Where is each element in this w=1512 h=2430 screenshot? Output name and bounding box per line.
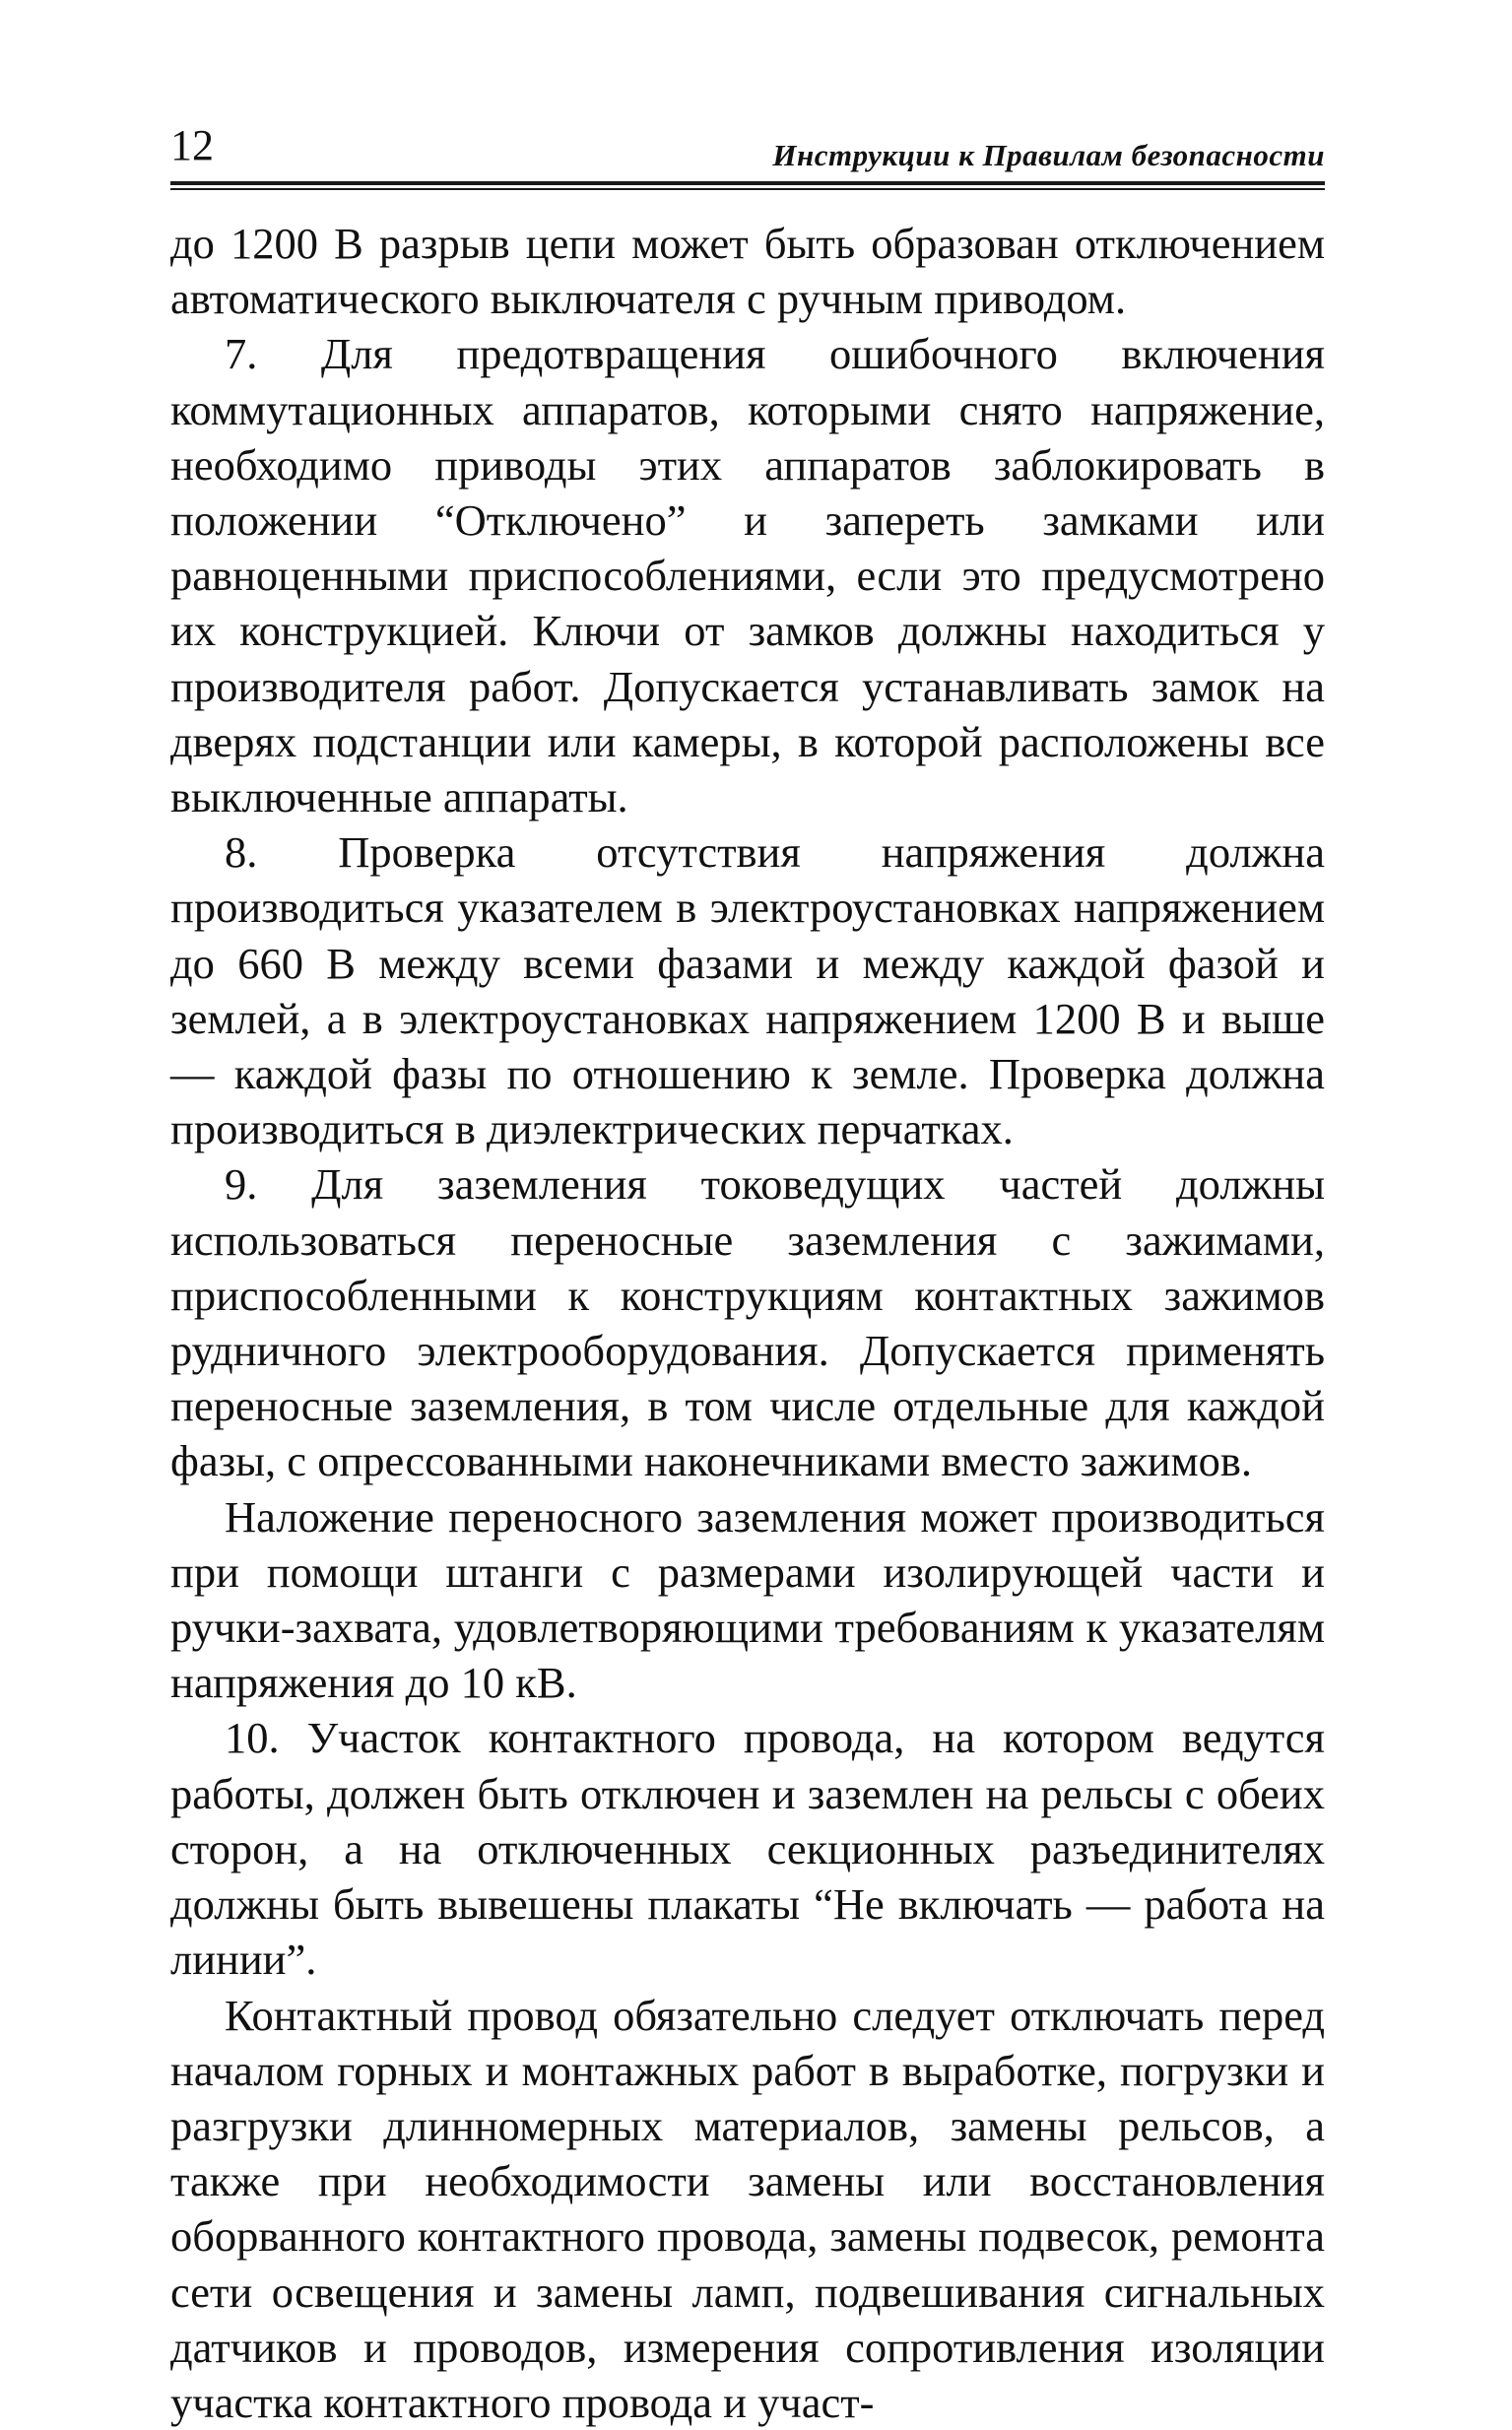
paragraph-continuation: до 1200 В разрыв цепи может быть образован отключением автоматического выключателя с ручным приводом. [170, 216, 1325, 326]
running-head [170, 118, 1325, 185]
paragraph-item-7: 7. Для предотвращения ошибочного включения коммутационных аппаратов, которыми снято напряжение, необходимо приводы этих аппаратов заблокировать в положении “Отключено” и запереть замками или равноценными приспособлениями, если это предусмотрено их конструкцией. Ключи от замков должны находиться у производителя работ. Допускается устанавливать замок на дверях подстанции или камеры, в которой расположены все выключенные аппараты. [170, 326, 1325, 824]
paragraph-grounding-rod: Наложение переносного заземления может производиться при помощи штанги с размерами изолирующей части и ручки-захвата, удовлетворяющими требованиям к указателям напряжения до 10 кВ. [170, 1489, 1325, 1711]
header-divider [170, 188, 1325, 190]
paragraph-item-8: 8. Проверка отсутствия напряжения должна производиться указателем в электроустановках напряжением до 660 В между всеми фазами и между каждой фазой и землей, а в электроустановках напряжением 1200 В и выше — каждой фазы по отношению к земле. Проверка должна производиться в диэлектрических перчатках. [170, 824, 1325, 1156]
paragraph-item-10: 10. Участок контактного провода, на котором ведутся работы, должен быть отключен и заземлен на рельсы с обеих сторон, а на отключенных секционных разъединителях должны быть вывешены плакаты “Не включать — работа на линии”. [170, 1710, 1325, 1987]
book-page [170, 118, 1325, 2430]
paragraph-item-9: 9. Для заземления токоведущих частей должны использоваться переносные заземления с зажимами, приспособленными к конструкциям контактных зажимов рудничного электрооборудования. Допускается применять переносные заземления, в том числе отдельные для каждой фазы, с опрессованными наконечниками вместо зажимов. [170, 1156, 1325, 1488]
body-text [170, 216, 1325, 2430]
running-title: Инструкции к Правилам безопасности [772, 140, 1325, 170]
paragraph-contact-wire: Контактный провод обязательно следует отключать перед началом горных и монтажных работ в выработке, погрузки и разгрузки длинномерных материалов, замены рельсов, а также при необходимости замены или восстановления оборванного контактного провода, замены подвесок, ремонта сети освещения и замены ламп, подвешивания сигнальных датчиков и проводов, измерения сопротивления изоляции участка контактного провода и участ- [170, 1988, 1325, 2430]
page-number: 12 [170, 124, 214, 167]
